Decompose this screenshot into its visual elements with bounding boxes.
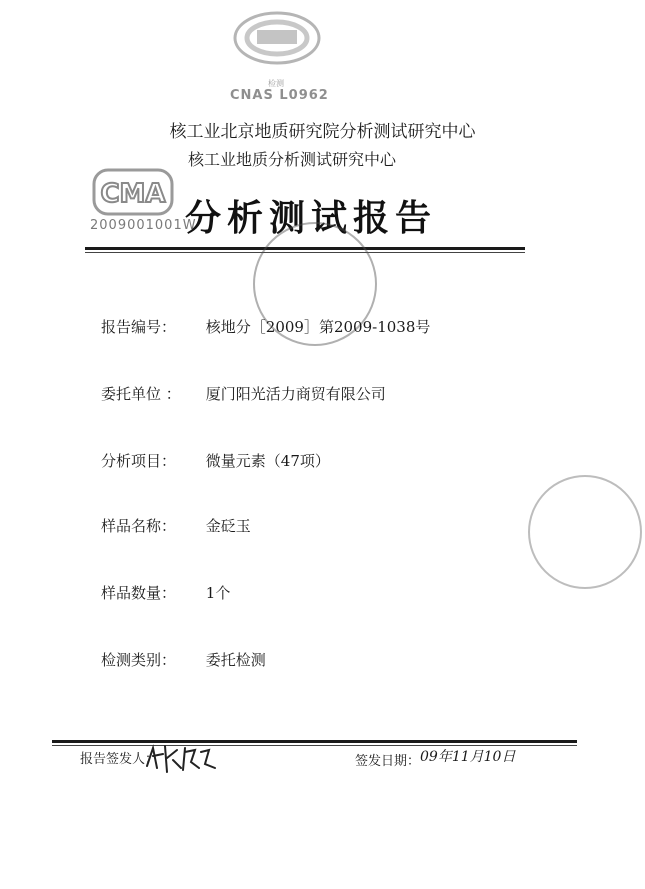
sample-quantity-row [101, 582, 230, 603]
issue-date-label: 签发日期： [355, 754, 421, 769]
analysis-item-value: 微量元素（47项） [205, 452, 330, 470]
cnas-logo [232, 10, 322, 65]
field-label: 检测类别： [101, 651, 177, 669]
field-label: 分析项目： [101, 452, 177, 470]
cma-mark-label: CMA [100, 179, 166, 209]
test-category-row [101, 649, 266, 670]
report-number-row [101, 316, 430, 337]
client-row [101, 383, 386, 404]
client-value: 厦门阳光活力商贸有限公司 [205, 385, 386, 403]
issue-date-value: 09年11月10日 [420, 749, 516, 765]
signer-label: 报告签发人： [80, 752, 159, 767]
field-label: 样品数量： [101, 584, 177, 602]
footer-rule-thick [52, 740, 577, 743]
cnas-accreditation-code: CNAS L0962 [230, 88, 329, 103]
sample-name-row [101, 515, 251, 536]
institution-name: 核工业北京地质研究院分析测试研究中心 [169, 122, 476, 142]
cma-mark-icon [92, 166, 174, 218]
cma-certificate-code: 2009001001W [90, 218, 197, 233]
sample-quantity-value: 1个 [205, 584, 231, 602]
report-number-value: 核地分［2009］第2009-1038号 [205, 318, 431, 336]
institution-subname: 核工业地质分析测试研究中心 [188, 150, 397, 169]
sample-name-value: 金砭玉 [205, 517, 251, 535]
test-category-value: 委托检测 [205, 651, 266, 669]
report-title: 分析测试报告 [185, 198, 438, 239]
field-label: 委托单位 ： [101, 385, 181, 403]
field-label: 样品名称： [101, 517, 177, 535]
cnas-small-text: 检测 [268, 79, 284, 88]
analysis-item-row [101, 450, 330, 471]
handwritten-signature [143, 738, 219, 778]
field-label: 报告编号： [101, 318, 177, 336]
edge-seal-stamp [528, 475, 642, 589]
